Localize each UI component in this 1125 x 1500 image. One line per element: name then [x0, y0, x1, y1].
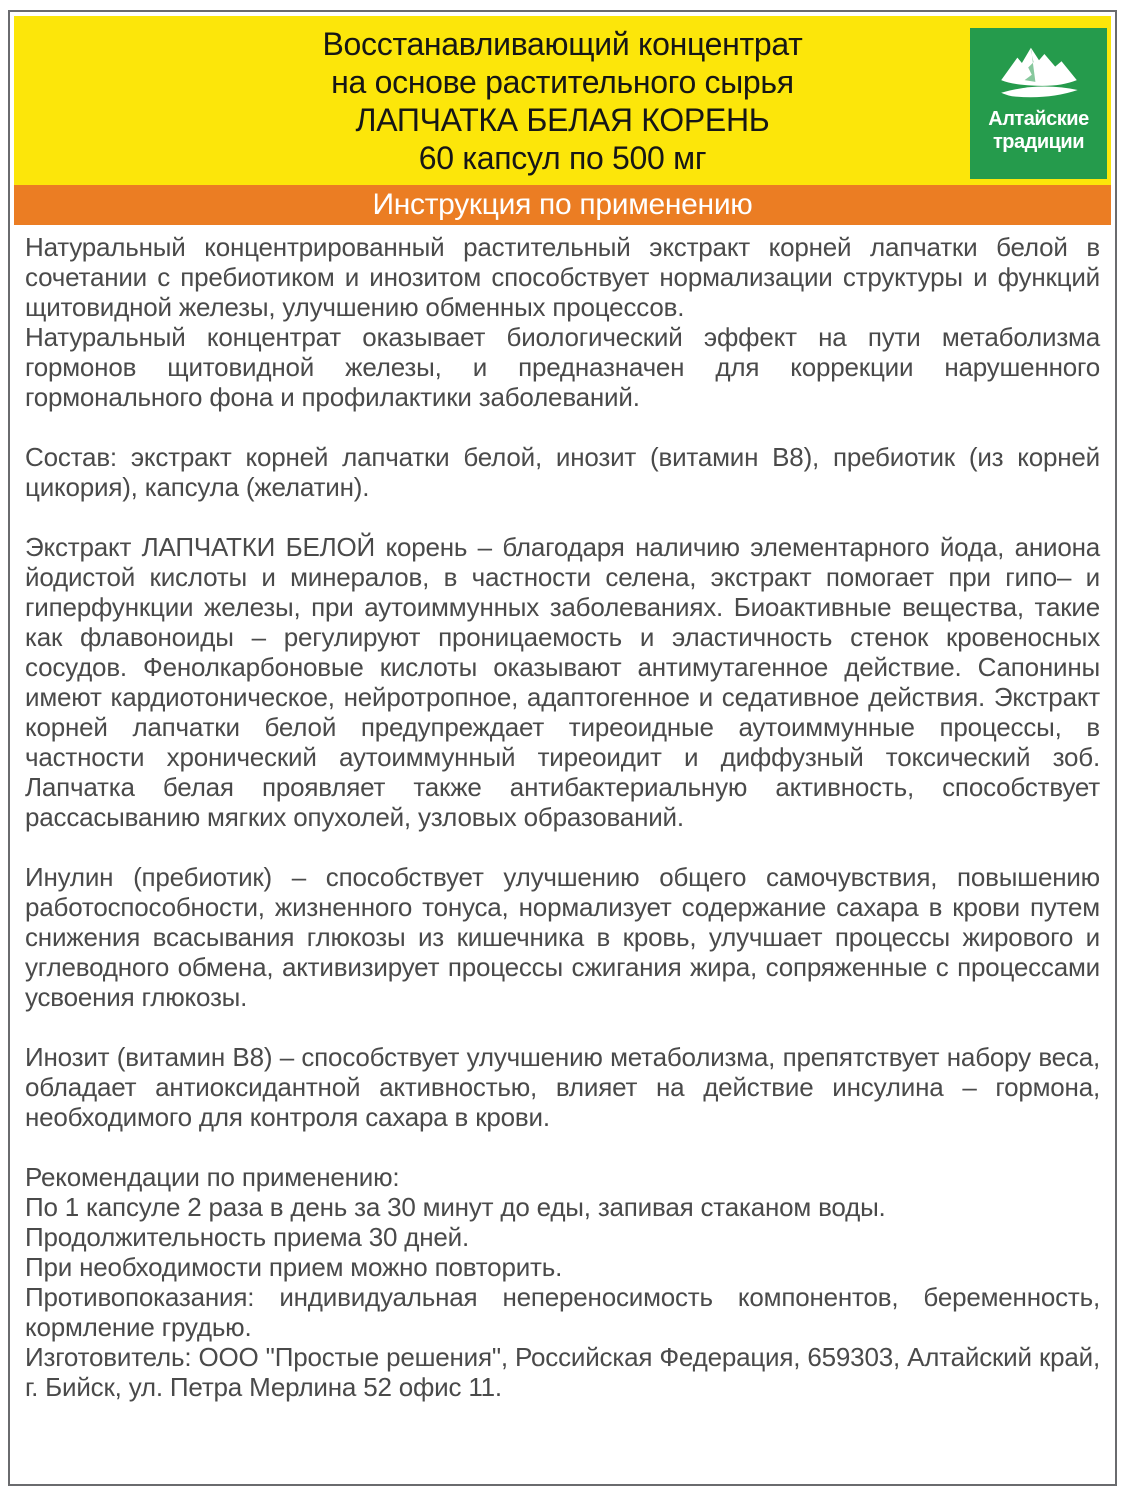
paragraph: Изготовитель: ООО "Простые решения", Российская Федерация, 659303, Алтайский край, г. Бийск, ул. Петра Мерлина 52 офис 11. [25, 1342, 1100, 1402]
leaflet-page [8, 10, 1117, 1486]
paragraph: Натуральный концентрат оказывает биологический эффект на пути метаболизма гормонов щитовидной железы, и предназначен для коррекции нарушенного гормонального фона и профилактики заболеваний. [25, 322, 1100, 412]
paragraph: По 1 капсуле 2 раза в день за 30 минут до еды, запивая стаканом воды. [25, 1192, 886, 1222]
paragraph: Экстракт ЛАПЧАТКИ БЕЛОЙ корень – благодаря наличию элементарного йода, аниона йодистой кислоты и минералов, в частности селена, экстракт помогает при гипо– и гиперфункции железы, при аутоиммунных заболеваниях. Биоактивные вещества, такие как флавоноиды – регулируют проницаемость и эластичность стенок кровеносных сосудов. Фенолкарбоновые кислоты оказывают антимутагенное действие. Сапонины имеют кардиотоническое, нейротропное, адаптогенное и седативное действия. Экстракт корней лапчатки белой предупреждает тиреоидные аутоиммунные процессы, в частности хронический аутоиммунный тиреоидит и диффузный токсический зоб. Лапчатка белая проявляет также антибактериальную активность, способствует рассасыванию мягких опухолей, узловых образований. [25, 532, 1100, 832]
brand-name-line-2: традиции [992, 131, 1084, 153]
product-title-line-3: ЛАПЧАТКА БЕЛАЯ КОРЕНЬ [355, 102, 770, 138]
paragraph: Инулин (пребиотик) – способствует улучшению общего самочувствия, повышению работоспособности, жизненного тонуса, нормализует содержание сахара в крови путем снижения всасывания глюкозы из кишечника в кровь, улучшает процессы жирового и углеводного обмена, активизирует процессы сжигания жира, сопряженные с процессами усвоения глюкозы. [25, 862, 1100, 1012]
brand-name-line-1: Алтайские [988, 108, 1089, 130]
paragraph: Рекомендации по применению: [25, 1162, 400, 1192]
brand-logo [970, 28, 1107, 179]
paragraph: Инозит (витамин В8) – способствует улучшению метаболизма, препятствует набору веса, обладает антиоксидантной активностью, влияет на действие инсулина – гормона, необходимого для контроля сахара в крови. [25, 1042, 1100, 1132]
instruction-banner: Инструкция по применению [14, 185, 1111, 225]
paragraph: При необходимости прием можно повторить. [25, 1252, 563, 1282]
product-title-line-2: на основе растительного сырья [331, 64, 794, 100]
mountain-icon [994, 40, 1084, 104]
instruction-text [14, 225, 1111, 1402]
product-title-line-1: Восстанавливающий концентрат [322, 26, 803, 62]
product-title-line-4: 60 капсул по 500 мг [418, 140, 707, 176]
paragraph: Продолжительность приема 30 дней. [25, 1222, 469, 1252]
paragraph: Противопоказания: индивидуальная непереносимость компонентов, беременность, кормление грудью. [25, 1282, 1100, 1342]
brand-name [970, 108, 1107, 154]
paragraph: Натуральный концентрированный растительный экстракт корней лапчатки белой в сочетании с пребиотиком и инозитом способствует нормализации структуры и функций щитовидной железы, улучшению обменных процессов. [25, 232, 1100, 322]
paragraph: Состав: экстракт корней лапчатки белой, инозит (витамин В8), пребиотик (из корней цикория), капсула (желатин). [25, 442, 1100, 502]
product-header [14, 16, 1111, 185]
